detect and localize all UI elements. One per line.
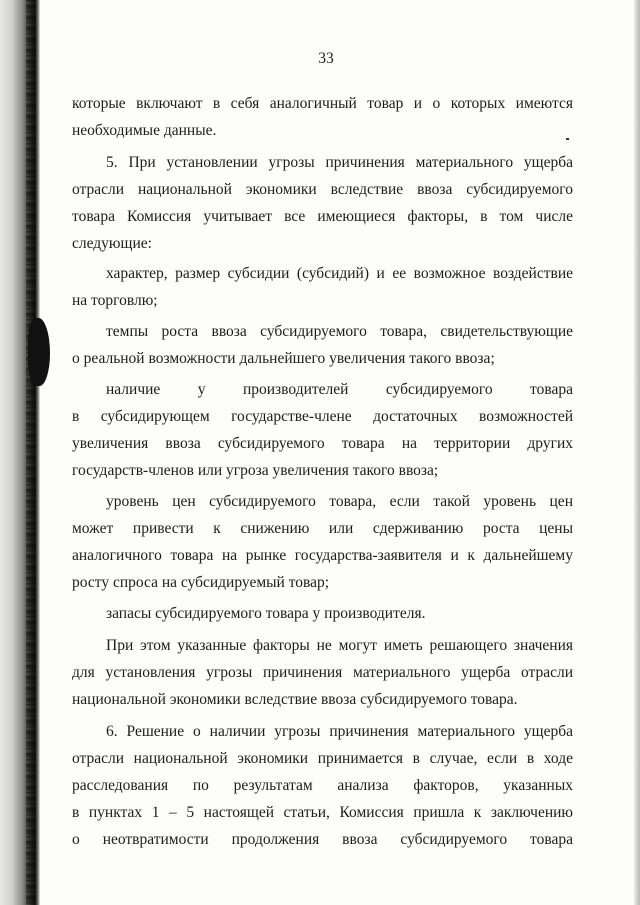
paragraph-5-line: следующие: xyxy=(72,235,152,252)
paragraph-6-line: в пунктах 1 – 5 настоящей статьи, Комиссия пришла к заключению xyxy=(72,804,573,821)
factor-line: может привести к снижению или сдерживанию роста цены xyxy=(72,520,573,537)
text-line: необходимые данные. xyxy=(72,122,217,139)
factor-line: увеличения ввоза субсидируемого товара на территории других xyxy=(72,435,573,452)
factor-line: о реальной возможности дальнейшего увеличения такого ввоза; xyxy=(72,350,495,367)
paragraph-line: национальной экономики вследствие ввоза субсидируемого товара. xyxy=(72,691,518,708)
paragraph-5-line: товара Комиссия учитывает все имеющиеся факторы, в том числе xyxy=(72,208,573,225)
factor-line: в субсидирующем государстве-члене достаточных возможностей xyxy=(72,408,573,425)
factor-line: аналогичного товара на рынке государства-заявителя и к дальнейшему xyxy=(72,547,573,564)
factor-line: уровень цен субсидируемого товара, если такой уровень цен xyxy=(106,493,573,510)
paragraph-6-line: отрасли национальной экономики принимается в случае, если в ходе xyxy=(72,750,573,767)
factor-line: росту спроса на субсидируемый товар; xyxy=(72,574,330,591)
paragraph-6-line: о неотвратимости продолжения ввоза субсидируемого товара xyxy=(72,831,573,848)
factor-line: государств-членов или угроза увеличения такого ввоза; xyxy=(72,462,439,479)
factor-line: темпы роста ввоза субсидируемого товара, свидетельствующие xyxy=(106,323,573,340)
scan-hole-punch-mark xyxy=(28,318,50,386)
scan-binding-edge xyxy=(0,0,40,905)
text-line: которые включают в себя аналогичный товар и о которых имеются xyxy=(72,95,573,112)
factor-line: наличие у производителей субсидируемого товара xyxy=(106,381,573,398)
paragraph-5-line: 5. При установлении угрозы причинения материального ущерба xyxy=(106,154,573,171)
factor-line: характер, размер субсидии (субсидий) и ее возможное воздействие xyxy=(106,265,573,282)
paragraph-6-line: 6. Решение о наличии угрозы причинения материального ущерба xyxy=(106,723,573,740)
factor-line: запасы субсидируемого товара у производителя. xyxy=(106,605,426,622)
factor-line: на торговлю; xyxy=(72,292,158,309)
paragraph-line: При этом указанные факторы не могут иметь решающего значения xyxy=(106,637,573,654)
scan-right-edge xyxy=(634,0,640,905)
page-number: 33 xyxy=(318,50,334,67)
paragraph-5-line: отрасли национальной экономики вследствие ввоза субсидируемого xyxy=(72,181,573,198)
paragraph-6-line: расследования по результатам анализа факторов, указанных xyxy=(72,777,573,794)
paragraph-line: для установления угрозы причинения материального ущерба отрасли xyxy=(72,664,573,681)
